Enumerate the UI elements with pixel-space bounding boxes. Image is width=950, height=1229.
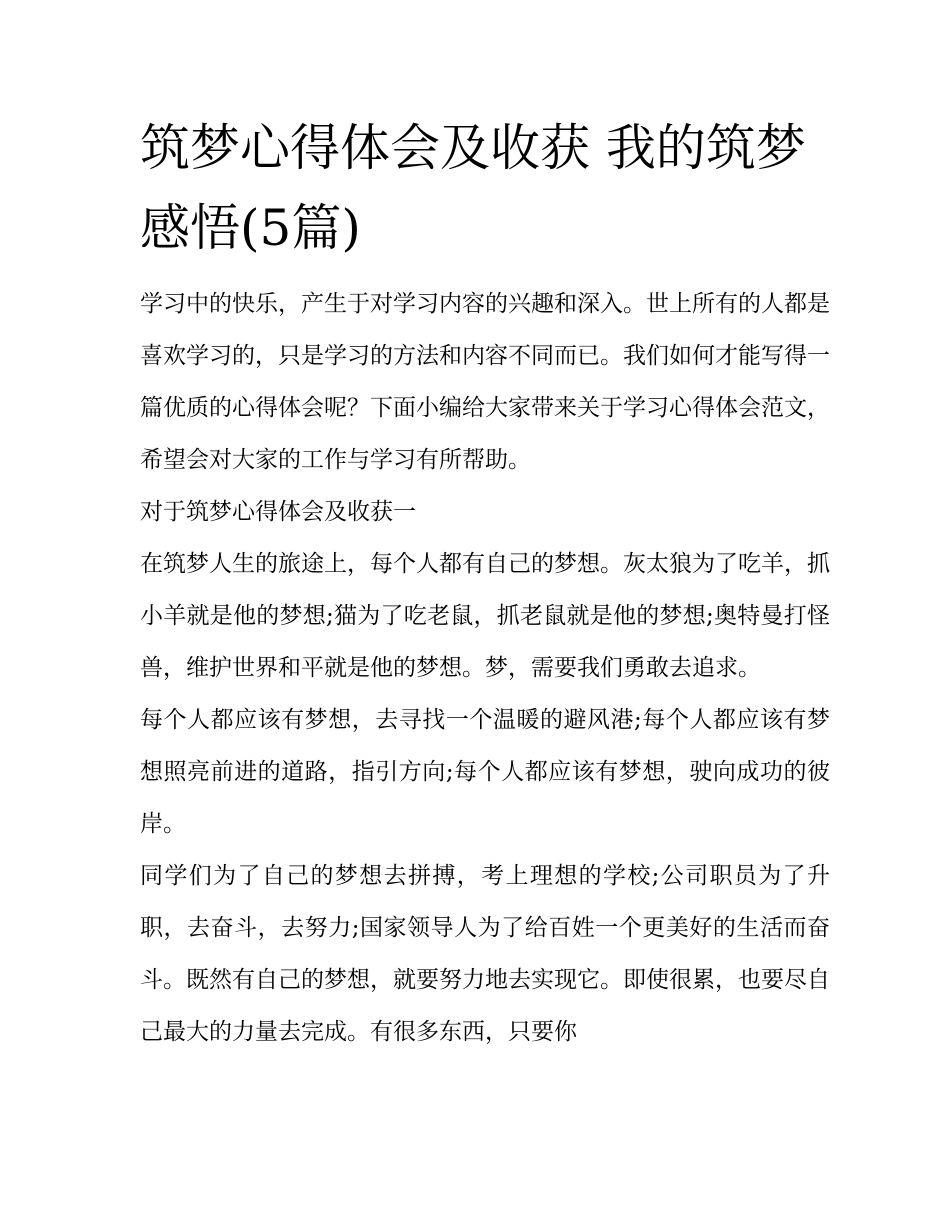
section-heading: 对于筑梦心得体会及收获一 [140, 499, 416, 525]
body-paragraph: 在筑梦人生的旅途上，每个人都有自己的梦想。灰太狼为了吃羊，抓小羊就是他的梦想;猫为了吃老鼠，抓老鼠就是他的梦想;奥特曼打怪兽，维护世界和平就是他的梦想。梦，需要我们勇敢去追求。 [140, 551, 830, 681]
body-paragraph: 每个人都应该有梦想，去寻找一个温暖的避风港;每个人都应该有梦想照亮前进的道路，指引方向;每个人都应该有梦想，驶向成功的彼岸。 [140, 707, 830, 837]
document-title: 筑梦心得体会及收获 我的筑梦感悟(5篇) [140, 119, 806, 257]
document-body [140, 278, 830, 1058]
intro-paragraph: 学习中的快乐，产生于对学习内容的兴趣和深入。世上所有的人都是喜欢学习的，只是学习的方法和内容不同而已。我们如何才能写得一篇优质的心得体会呢？下面小编给大家带来关于学习心得体会范文，希望会对大家的工作与学习有所帮助。 [140, 291, 830, 473]
body-paragraph: 同学们为了自己的梦想去拼搏，考上理想的学校;公司职员为了升职，去奋斗，去努力;国家领导人为了给百姓一个更美好的生活而奋斗。既然有自己的梦想，就要努力地去实现它。即使很累，也要尽自己最大的力量去完成。有很多东西，只要你 [140, 863, 830, 1045]
